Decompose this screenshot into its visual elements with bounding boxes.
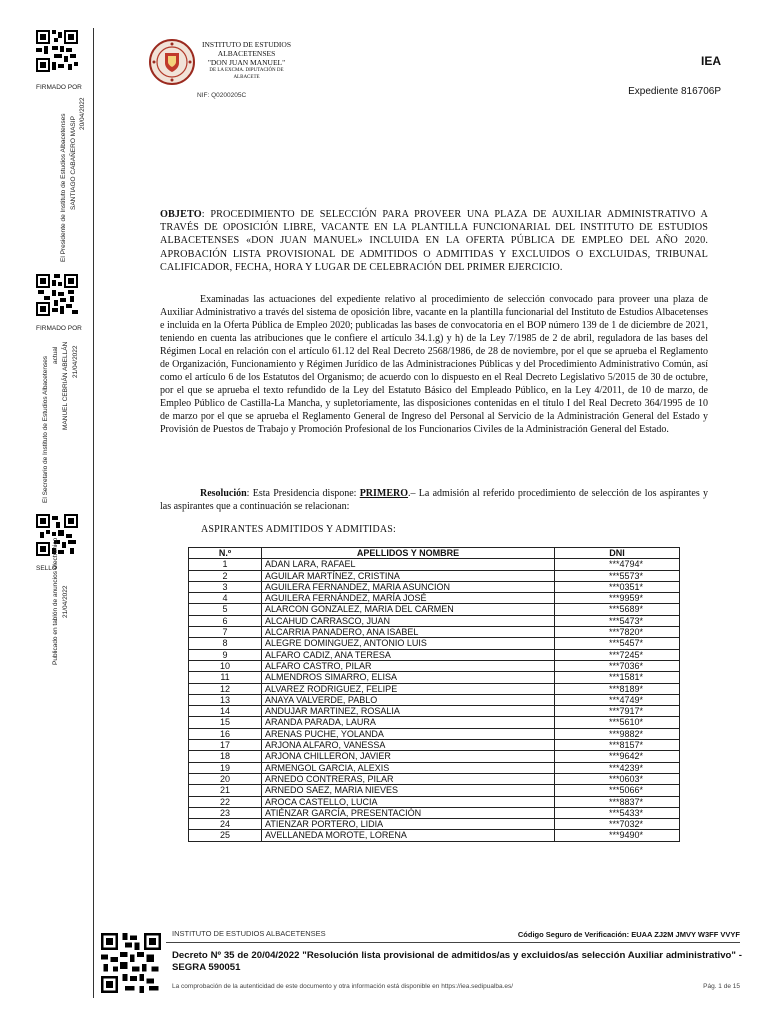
table-row bbox=[189, 785, 680, 796]
footer-institution: INSTITUTO DE ESTUDIOS ALBACETENSES bbox=[172, 929, 326, 938]
applicant-name: ARANDA PARADA, LAURA bbox=[262, 717, 555, 728]
table-row bbox=[189, 694, 680, 705]
signature-role: El Presidente de Instituto de Estudios Albacetenses bbox=[60, 113, 67, 262]
table-row bbox=[189, 706, 680, 717]
nif: NIF: Q0200205C bbox=[197, 92, 247, 99]
applicant-name: ALEGRE DOMINGUEZ, ANTONIO LUIS bbox=[262, 638, 555, 649]
applicant-name: ALARCON GONZALEZ, MARIA DEL CARMEN bbox=[262, 604, 555, 615]
row-number: 4 bbox=[189, 593, 262, 604]
paragraph-text: Examinadas las actuaciones del expediente relativo al procedimiento de selección convocado para proveer una plaza de Auxiliar Administrativo a través del sistema de oposición libre, vacante en la plantilla funcionarial del Instituto de Estudios Albacetenses e incluida en la Oferta Pública de Empleo 2020; publicadas las bases de convocatoria en el BOP número 139 de 1 de diciembre de 2021, teniendo en cuenta las atribuciones que le confiere el artículo 34.1.g) y h) de la Ley 7/1985 de 2 de abril, reguladora de las bases del Régimen Local en relación con el artículo 61.12 del Real Decreto 2568/1986, de 28 de noviembre, por el que se aprueba el Reglamento de Organización, Funcionamiento y Régimen Jurídico de las Administraciones Públicas y del Procedimiento Administrativo Común, así como el artículo 6 de los Estatutos del Organismo; de acuerdo con lo dispuesto en el Real Decreto Legislativo 5/2015 de 30 de octubre, por el que se aprueba el texto refundido de la Ley del Estatuto Básico del Empleado Público, en la Ley 4/2011, de 10 de marzo, de Empleo Público de Castilla-La Mancha, y supletoriamente, las disposiciones contenidas en el título I del Real Decreto 364/1995 de 10 de marzo por el que se aprueba el Reglamento General de Ingreso del Personal al Servicio de la Administración General del Estado y Provisión de Puestos de Trabajo y Promoción Profesional de los Funcionarios Civiles de la Administración General del Estado. bbox=[160, 294, 708, 435]
table-row bbox=[189, 796, 680, 807]
signature-label: FIRMADO POR bbox=[36, 325, 82, 332]
applicant-dni: ***0603* bbox=[555, 773, 680, 784]
table-row bbox=[189, 773, 680, 784]
applicant-dni: ***5433* bbox=[555, 807, 680, 818]
row-number: 21 bbox=[189, 785, 262, 796]
seal-date: 21/04/2022 bbox=[62, 585, 69, 618]
table-row bbox=[189, 593, 680, 604]
objeto-text: : PROCEDIMIENTO DE SELECCIÓN PARA PROVEER UNA PLAZA DE AUXILIAR ADMINISTRATIVO A TRAVÉS DE OPOSICIÓN LIBRE, VACANTE EN LA PLANTILLA FUNCIONARIAL DEL INSTITUTO DE ESTUDIOS ALBACETENSES «DON JUAN MANUEL» INCLUIDA EN LA OFERTA PÚBLICA DE EMPLEO DEL AÑO 2020. APROBACIÓN LISTA PROVISIONAL DE ADMITIDOS O ADMITIDAS Y EXCLUIDOS O EXCLUIDAS, TRIBUNAL CALIFICADOR, FECHA, HORA Y LUGAR DE CELEBRACIÓN DEL PRIMER EJERCICIO. bbox=[160, 209, 708, 273]
row-number: 19 bbox=[189, 762, 262, 773]
applicant-name: ARENAS PUCHE, YOLANDA bbox=[262, 728, 555, 739]
applicant-dni: ***5473* bbox=[555, 615, 680, 626]
row-number: 9 bbox=[189, 649, 262, 660]
row-number: 17 bbox=[189, 740, 262, 751]
signature-name: MANUEL CEBRIÁN ABELLÁN bbox=[62, 341, 69, 430]
applicant-dni: ***7032* bbox=[555, 819, 680, 830]
margin-divider bbox=[93, 28, 94, 998]
row-number: 15 bbox=[189, 717, 262, 728]
applicant-dni: ***5066* bbox=[555, 785, 680, 796]
applicant-name: AGUILAR MARTÍNEZ, CRISTINA bbox=[262, 570, 555, 581]
seal-label: SELLO bbox=[36, 565, 57, 572]
signature-role-2: actual bbox=[52, 346, 59, 364]
applicant-dni: ***8189* bbox=[555, 683, 680, 694]
row-number: 3 bbox=[189, 581, 262, 592]
applicant-dni: ***5457* bbox=[555, 638, 680, 649]
row-number: 18 bbox=[189, 751, 262, 762]
row-number: 12 bbox=[189, 683, 262, 694]
table-row bbox=[189, 807, 680, 818]
page-number: Pág. 1 de 15 bbox=[703, 983, 740, 990]
row-number: 10 bbox=[189, 660, 262, 671]
applicant-dni: ***9642* bbox=[555, 751, 680, 762]
applicant-name: ALCAHUD CARRASCO, JUAN bbox=[262, 615, 555, 626]
qr-code-icon[interactable] bbox=[36, 274, 78, 316]
objeto-label: OBJETO bbox=[160, 209, 202, 220]
applicant-name: ARMENGOL GARCIA, ALEXIS bbox=[262, 762, 555, 773]
applicant-name: AROCA CASTELLO, LUCIA bbox=[262, 796, 555, 807]
row-number: 7 bbox=[189, 627, 262, 638]
institution-subtitle: DE LA EXCMA. DIPUTACIÓN DE ALBACETE bbox=[209, 68, 284, 80]
applicant-name: AVELLANEDA MOROTE, LORENA bbox=[262, 830, 555, 841]
applicant-name: ARJONA ALFARO, VANESSA bbox=[262, 740, 555, 751]
objeto-block bbox=[160, 208, 708, 274]
table-row bbox=[189, 683, 680, 694]
row-number: 23 bbox=[189, 807, 262, 818]
table-row bbox=[189, 740, 680, 751]
table-row bbox=[189, 717, 680, 728]
applicant-dni: ***8837* bbox=[555, 796, 680, 807]
applicant-dni: ***4794* bbox=[555, 559, 680, 570]
table-row bbox=[189, 728, 680, 739]
column-header-number: N.º bbox=[189, 548, 262, 559]
applicant-name: AGUILERA FERNANDEZ, MARIA ASUNCION bbox=[262, 581, 555, 592]
footer-qr-code-icon[interactable] bbox=[101, 933, 161, 993]
seal-role: Publicado en tablón de anuncios electrónico bbox=[52, 537, 59, 665]
row-number: 1 bbox=[189, 559, 262, 570]
applicant-dni: ***4749* bbox=[555, 694, 680, 705]
applicant-dni: ***5689* bbox=[555, 604, 680, 615]
resolution-paragraph bbox=[160, 487, 708, 513]
row-number: 16 bbox=[189, 728, 262, 739]
applicant-name: ARJONA CHILLERON, JAVIER bbox=[262, 751, 555, 762]
row-number: 6 bbox=[189, 615, 262, 626]
signature-name: SANTIAGO CABAÑERO MASIP bbox=[70, 116, 77, 210]
applicant-name: ARNEDO CONTRERAS, PILAR bbox=[262, 773, 555, 784]
signature-date: 20/04/2022 bbox=[79, 97, 86, 130]
row-number: 20 bbox=[189, 773, 262, 784]
row-number: 8 bbox=[189, 638, 262, 649]
table-row bbox=[189, 559, 680, 570]
iea-label: IEA bbox=[700, 54, 721, 68]
expediente-number: Expediente 816706P bbox=[628, 86, 721, 97]
row-number: 22 bbox=[189, 796, 262, 807]
row-number: 14 bbox=[189, 706, 262, 717]
applicant-name: ALMENDROS SIMARRO, ELISA bbox=[262, 672, 555, 683]
signature-date: 21/04/2022 bbox=[72, 345, 79, 378]
applicant-dni: ***0351* bbox=[555, 581, 680, 592]
institution-name-line: "DON JUAN MANUEL" bbox=[207, 58, 286, 67]
qr-code-icon[interactable] bbox=[36, 30, 78, 72]
applicant-dni: ***5610* bbox=[555, 717, 680, 728]
table-body bbox=[189, 559, 680, 841]
applicant-dni: ***9882* bbox=[555, 728, 680, 739]
applicant-dni: ***7245* bbox=[555, 649, 680, 660]
row-number: 13 bbox=[189, 694, 262, 705]
applicant-dni: ***9959* bbox=[555, 593, 680, 604]
table-row bbox=[189, 615, 680, 626]
applicant-name: ANDUJAR MARTINEZ, ROSALIA bbox=[262, 706, 555, 717]
verification-code: Código Seguro de Verificación: EUAA ZJ2M JMVY W3FF VVYF bbox=[517, 930, 740, 939]
institution-name-line: INSTITUTO DE ESTUDIOS bbox=[201, 40, 292, 49]
applicant-name: ALVAREZ RODRIGUEZ, FELIPE bbox=[262, 683, 555, 694]
applicant-dni: ***4239* bbox=[555, 762, 680, 773]
applicant-name: ARNEDO SAEZ, MARIA NIEVES bbox=[262, 785, 555, 796]
row-number: 25 bbox=[189, 830, 262, 841]
applicant-name: ANAYA VALVERDE, PABLO bbox=[262, 694, 555, 705]
resolution-mid: : Esta Presidencia dispone: bbox=[246, 488, 360, 499]
applicant-dni: ***7820* bbox=[555, 627, 680, 638]
table-row bbox=[189, 672, 680, 683]
applicant-dni: ***9490* bbox=[555, 830, 680, 841]
table-row bbox=[189, 649, 680, 660]
applicant-dni: ***8157* bbox=[555, 740, 680, 751]
resolution-rest: .– La admisión al referido procedimiento de selección de los aspirantes y las aspirantes que a continuación se relacionan: bbox=[160, 488, 708, 512]
row-number: 2 bbox=[189, 570, 262, 581]
resolution-label: Resolución bbox=[200, 488, 247, 499]
table-row bbox=[189, 627, 680, 638]
table-row bbox=[189, 638, 680, 649]
applicant-dni: ***7036* bbox=[555, 660, 680, 671]
applicant-name: ADAN LARA, RAFAEL bbox=[262, 559, 555, 570]
column-header-dni: DNI bbox=[555, 548, 680, 559]
column-header-name: APELLIDOS Y NOMBRE bbox=[262, 548, 555, 559]
row-number: 24 bbox=[189, 819, 262, 830]
table-row bbox=[189, 819, 680, 830]
applicant-dni: ***1581* bbox=[555, 672, 680, 683]
table-row bbox=[189, 762, 680, 773]
table-row bbox=[189, 604, 680, 615]
list-heading: ASPIRANTES ADMITIDOS Y ADMITIDAS: bbox=[201, 524, 397, 535]
table-row bbox=[189, 830, 680, 841]
applicant-name: ALCARRIA PANADERO, ANA ISABEL bbox=[262, 627, 555, 638]
institution-name bbox=[199, 40, 294, 81]
applicant-name: AGUILERA FERNÁNDEZ, MARÍA JOSÉ bbox=[262, 593, 555, 604]
row-number: 11 bbox=[189, 672, 262, 683]
table-row bbox=[189, 751, 680, 762]
footer-divider bbox=[166, 942, 740, 943]
applicant-name: ALFARO CADIZ, ANA TERESA bbox=[262, 649, 555, 660]
signature-label: FIRMADO POR bbox=[36, 84, 82, 91]
applicants-table bbox=[188, 547, 680, 842]
applicant-name: ALFARO CASTRO, PILAR bbox=[262, 660, 555, 671]
table-header-row bbox=[189, 548, 680, 559]
row-number: 5 bbox=[189, 604, 262, 615]
decree-title: Decreto Nº 35 de 20/04/2022 "Resolución lista provisional de admitidos/as y excluidos/as selección Auxiliar administrativo" - SEGRA 590051 bbox=[172, 950, 742, 973]
applicant-dni: ***5573* bbox=[555, 570, 680, 581]
considerations-paragraph bbox=[160, 293, 708, 436]
institution-name-line: ALBACETENSES bbox=[217, 49, 276, 58]
applicant-dni: ***7917* bbox=[555, 706, 680, 717]
table-row bbox=[189, 660, 680, 671]
table-row bbox=[189, 570, 680, 581]
applicant-name: ATIENZAR PORTERO, LIDIA bbox=[262, 819, 555, 830]
signature-margin bbox=[0, 0, 96, 1024]
table-row bbox=[189, 581, 680, 592]
institution-logo bbox=[148, 38, 196, 86]
signature-role: El Secretario de Instituto de Estudios Albacetenses bbox=[42, 355, 49, 503]
primero-label: PRIMERO bbox=[359, 488, 409, 499]
applicant-name: ATIÉNZAR GARCÍA, PRESENTACIÓN bbox=[262, 807, 555, 818]
authenticity-note: La comprobación de la autenticidad de este documento y otra información está disponible en https://iea.sedipualba.es/ bbox=[172, 983, 514, 990]
